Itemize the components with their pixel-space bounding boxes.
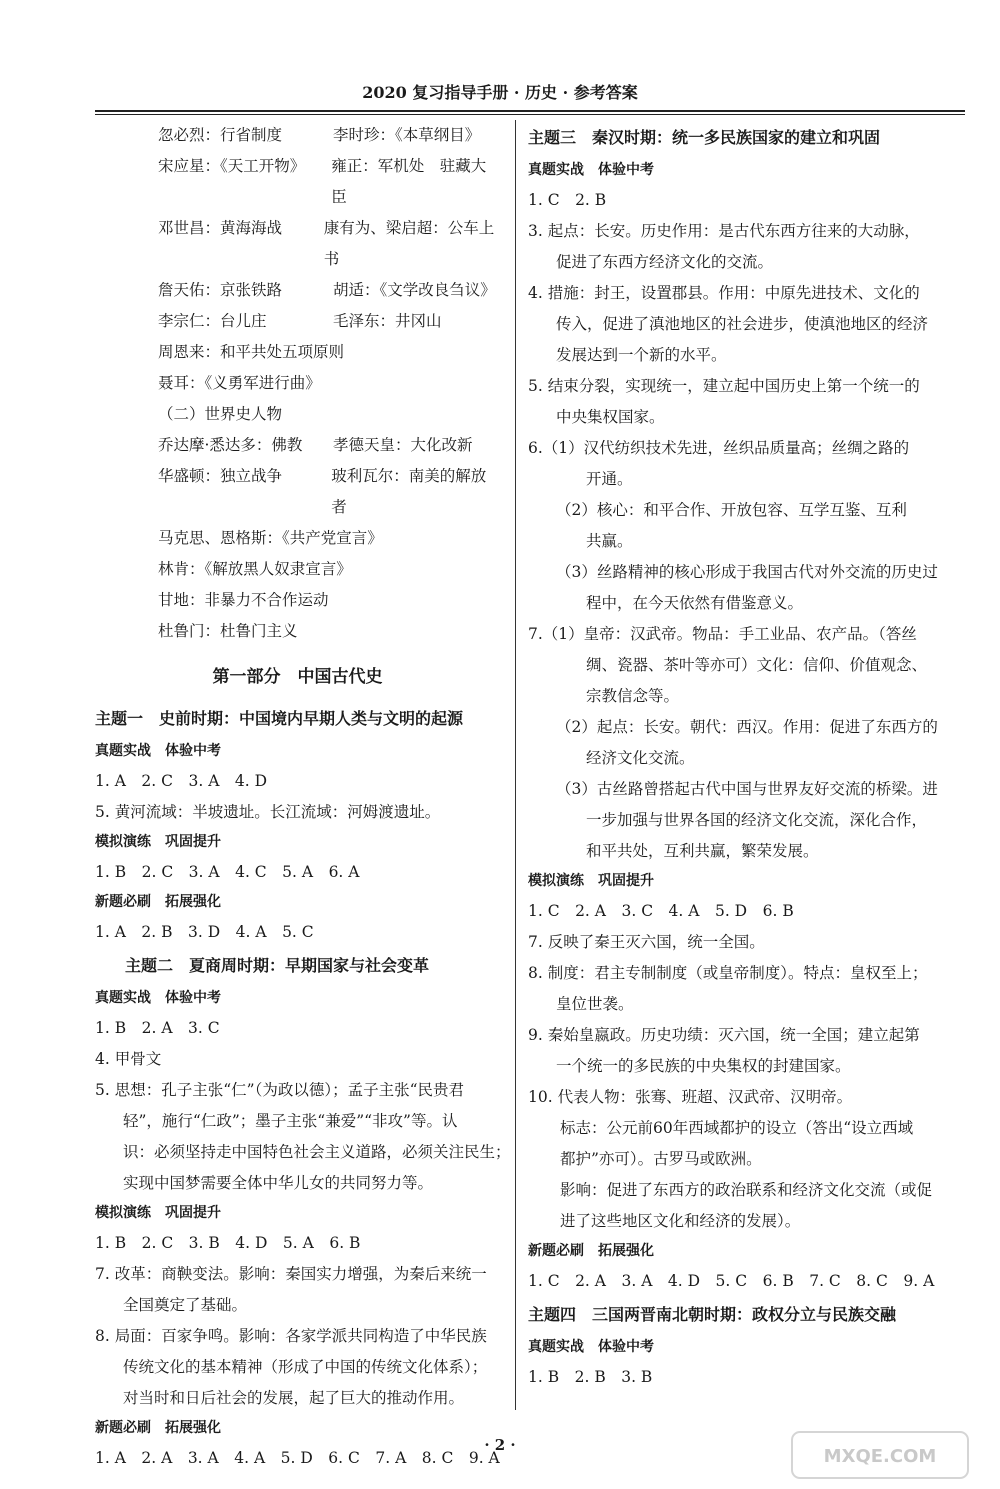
page-header: 2020 复习指导手册 · 历史 · 参考答案 bbox=[362, 83, 638, 102]
answer-line: 1. A 2. A 3. A 4. A 5. D 6. C 7. A 8. C 9. A bbox=[95, 1449, 500, 1467]
answer-line: 8. 局面：百家争鸣。影响：各家学派共同构造了中华民族 bbox=[95, 1327, 487, 1345]
answer-line: 4. 措施：封王，设置郡县。作用：中原先进技术、文化的 bbox=[528, 284, 920, 302]
answer-line: 识：必须坚持走中国特色社会主义道路，必须关注民生； bbox=[123, 1143, 511, 1161]
watermark-logo bbox=[790, 1430, 970, 1480]
subsection-heading: 新题必刷 拓展强化 bbox=[95, 894, 221, 910]
answer-line: 共赢。 bbox=[586, 532, 633, 550]
answer-line: 5. 黄河流域：半坡遗址。长江流域：河姆渡遗址。 bbox=[95, 803, 441, 821]
answer-line: 程中，在今天依然有借鉴意义。 bbox=[586, 594, 804, 612]
answer-line: （2）核心：和平合作、开放包容、互学互鉴、互利 bbox=[556, 501, 907, 519]
person-row: 林肯：《解放黑人奴隶宣言》 bbox=[158, 560, 352, 578]
topic-3-title: 主题三 秦汉时期：统一多民族国家的建立和巩固 bbox=[528, 128, 881, 147]
subsection-heading: 真题实战 体验中考 bbox=[95, 743, 221, 759]
person-row: 杜鲁门：杜鲁门主义 bbox=[158, 622, 298, 640]
answer-line: 1. B 2. B 3. B bbox=[528, 1368, 653, 1386]
answer-line: 进了这些地区文化和经济的发展）。 bbox=[560, 1212, 801, 1230]
answer-line: 9. 秦始皇嬴政。历史功绩：灭六国，统一全国；建立起第 bbox=[528, 1026, 920, 1044]
person-row: 乔达摩·悉达多：佛教 孝德天皇：大化改新 bbox=[158, 436, 473, 454]
header-rule-thick bbox=[95, 110, 965, 112]
answer-line: 发展达到一个新的水平。 bbox=[556, 346, 727, 364]
topic-4-title: 主题四 三国两晋南北朝时期：政权分立与民族交融 bbox=[528, 1305, 897, 1324]
answer-line: 标志：公元前60年西域都护的设立（答出“设立西域 bbox=[560, 1119, 914, 1137]
person-row: 周恩来：和平共处五项原则 bbox=[158, 343, 345, 361]
answer-line: 1. A 2. B 3. D 4. A 5. C bbox=[95, 923, 314, 941]
answer-line: 1. B 2. C 3. B 4. D 5. A 6. B bbox=[95, 1234, 361, 1252]
answer-line: 传入，促进了滇池地区的社会进步，使滇池地区的经济 bbox=[556, 315, 929, 333]
person-row: 聂耳：《义勇军进行曲》 bbox=[158, 374, 321, 392]
answer-line: 8. 制度：君主专制制度（或皇帝制度）。特点：皇权至上； bbox=[528, 964, 928, 982]
answer-line: 一步加强与世界各国的经济文化交流，深化合作， bbox=[586, 811, 928, 829]
answer-line: 皇位世袭。 bbox=[556, 995, 634, 1013]
column-divider bbox=[515, 120, 516, 1410]
answer-line: （2）起点：长安。朝代：西汉。作用：促进了东西方的 bbox=[556, 718, 938, 736]
answer-line: 10. 代表人物：张骞、班超、汉武帝、汉明帝。 bbox=[528, 1088, 853, 1106]
subsection-heading: 真题实战 体验中考 bbox=[528, 162, 654, 178]
answer-line: 1. C 2. A 3. A 4. D 5. C 6. B 7. C 8. C 9. A bbox=[528, 1272, 935, 1290]
answer-line: 7. 改革：商鞅变法。影响：秦国实力增强，为秦后来统一 bbox=[95, 1265, 487, 1283]
answer-line: 影响：促进了东西方的政治联系和经济文化交流（或促 bbox=[560, 1181, 933, 1199]
answer-line: 1. B 2. C 3. A 4. C 5. A 6. A bbox=[95, 863, 360, 881]
answer-line: 3. 起点：长安。历史作用：是古代东西方往来的大动脉， bbox=[528, 222, 920, 240]
answer-line: 全国奠定了基础。 bbox=[123, 1296, 248, 1314]
left-column bbox=[95, 120, 511, 1474]
answer-line: 宗教信念等。 bbox=[586, 687, 680, 705]
answer-line: 对当时和日后社会的发展，起了巨大的推动作用。 bbox=[123, 1389, 465, 1407]
world-history-heading: （二）世界史人物 bbox=[158, 405, 283, 423]
answer-line: 和平共处，互利共赢，繁荣发展。 bbox=[586, 842, 819, 860]
answer-line: 1. C 2. B bbox=[528, 191, 607, 209]
subsection-heading: 新题必刷 拓展强化 bbox=[95, 1420, 221, 1436]
answer-line: 轻”，施行“仁政”；墨子主张“兼爱”“非攻”等。认 bbox=[123, 1112, 458, 1130]
person-row: 马克思、恩格斯：《共产党宣言》 bbox=[158, 529, 383, 547]
person-row: 李宗仁：台儿庄 毛泽东：井冈山 bbox=[158, 312, 442, 330]
subsection-heading: 模拟演练 巩固提升 bbox=[95, 1205, 221, 1221]
answer-line: 1. A 2. C 3. A 4. D bbox=[95, 772, 268, 790]
right-column bbox=[528, 120, 958, 1393]
person-row: 甘地：非暴力不合作运动 bbox=[158, 591, 329, 609]
subsection-heading: 新题必刷 拓展强化 bbox=[528, 1243, 654, 1259]
header-rule-thin bbox=[95, 114, 965, 115]
answer-line: 开通。 bbox=[586, 470, 633, 488]
answer-line: 促进了东西方经济文化的交流。 bbox=[556, 253, 774, 271]
person-row: 华盛顿：独立战争 玻利瓦尔：南美的解放者 bbox=[158, 467, 487, 516]
answer-line: 都护”亦可）。古罗马或欧洲。 bbox=[560, 1150, 762, 1168]
subsection-heading: 模拟演练 巩固提升 bbox=[95, 834, 221, 850]
answer-line: 7. 反映了秦王灭六国，统一全国。 bbox=[528, 933, 765, 951]
answer-line: 1. C 2. A 3. C 4. A 5. D 6. B bbox=[528, 902, 794, 920]
answer-line: （3）丝路精神的核心形成于我国古代对外交流的历史过 bbox=[556, 563, 938, 581]
part-title: 第一部分 中国古代史 bbox=[212, 667, 383, 687]
answer-line: 经济文化交流。 bbox=[586, 749, 695, 767]
subsection-heading: 真题实战 体验中考 bbox=[528, 1339, 654, 1355]
answer-line: 4. 甲骨文 bbox=[95, 1050, 162, 1068]
topic-2-title: 主题二 夏商周时期：早期国家与社会变革 bbox=[125, 956, 430, 975]
person-row: 詹天佑：京张铁路 胡适：《文学改良刍议》 bbox=[158, 281, 496, 299]
subsection-heading: 真题实战 体验中考 bbox=[95, 990, 221, 1006]
person-row: 忽必烈：行省制度 李时珍：《本草纲目》 bbox=[158, 126, 481, 144]
answer-line: 绸、瓷器、茶叶等亦可）文化：信仰、价值观念、 bbox=[586, 656, 928, 674]
answer-line: 5. 结束分裂，实现统一，建立起中国历史上第一个统一的 bbox=[528, 377, 920, 395]
answer-line: 中央集权国家。 bbox=[556, 408, 665, 426]
answer-line: 7.（1）皇帝：汉武帝。物品：手工业品、农产品。（答丝 bbox=[528, 625, 917, 643]
answer-line: （3）古丝路曾搭起古代中国与世界友好交流的桥梁。进 bbox=[556, 780, 938, 798]
answer-line: 实现中国梦需要全体中华儿女的共同努力等。 bbox=[123, 1174, 434, 1192]
watermark-text: MXQE.COM bbox=[823, 1446, 937, 1467]
answer-line: 传统文化的基本精神（形成了中国的传统文化体系）； bbox=[123, 1358, 488, 1376]
page-number: · 2 · bbox=[484, 1436, 516, 1454]
answer-line: 一个统一的多民族的中央集权的封建国家。 bbox=[556, 1057, 851, 1075]
subsection-heading: 模拟演练 巩固提升 bbox=[528, 873, 654, 889]
person-row: 邓世昌：黄海海战 康有为、梁启超：公车上书 bbox=[158, 219, 495, 268]
topic-1-title: 主题一 史前时期：中国境内早期人类与文明的起源 bbox=[95, 709, 464, 728]
person-row: 宋应星：《天工开物》 雍正：军机处 驻藏大臣 bbox=[158, 157, 487, 206]
answer-line: 6.（1）汉代纺织技术先进，丝织品质量高；丝绸之路的 bbox=[528, 439, 910, 457]
answer-line: 1. B 2. A 3. C bbox=[95, 1019, 220, 1037]
answer-line: 5. 思想：孔子主张“仁”（为政以德）；孟子主张“民贵君 bbox=[95, 1081, 464, 1099]
